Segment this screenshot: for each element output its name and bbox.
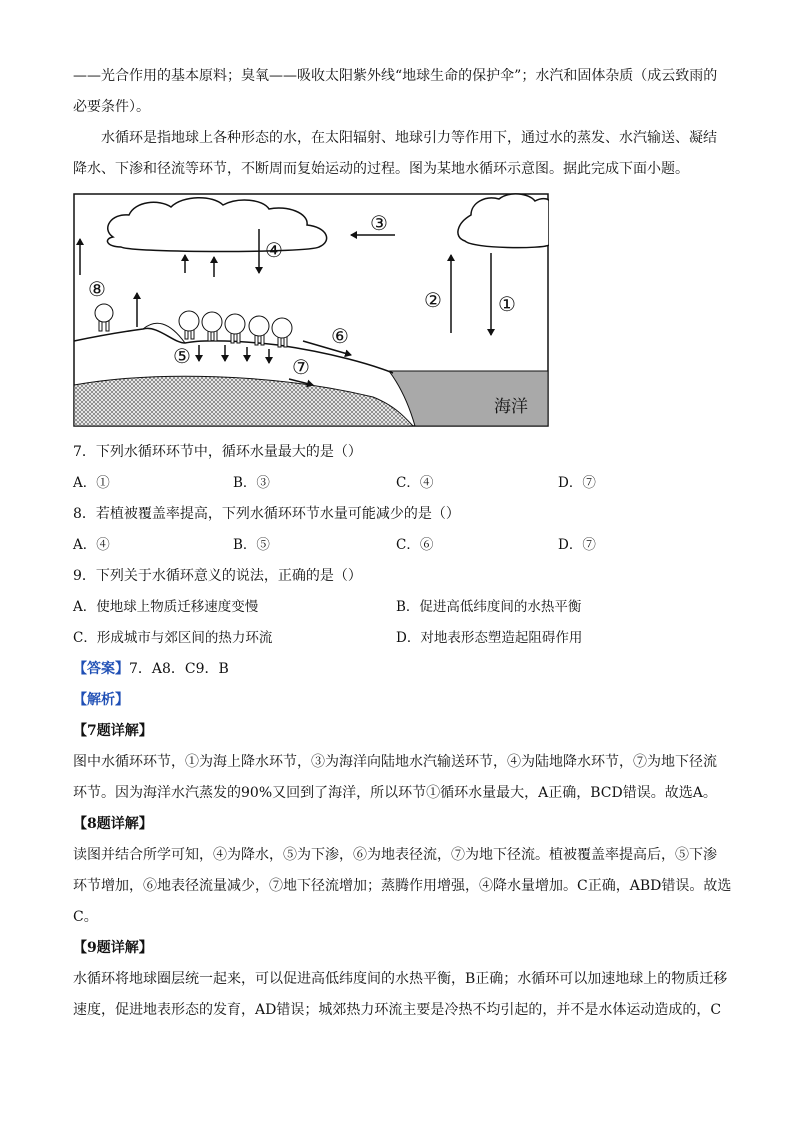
intro-line-1: ——光合作用的基本原料；臭氧——吸收太阳紫外线“地球生命的保护伞”；水汽和固体杂质（成云致雨的 [73,68,718,84]
question-8-option-c: C．⑥ [396,537,434,553]
question-9-stem: 9．下列关于水循环意义的说法，正确的是（） [73,568,362,584]
intro-line-2: 必要条件）。 [73,99,150,115]
answer-label: 【答案】 [73,661,129,677]
question-8-option-a: A．④ [73,537,110,553]
label-1: ① [498,292,516,316]
label-6: ⑥ [331,324,349,348]
question-7-option-c: C．④ [396,475,434,491]
passage-line-1: 水循环是指地球上各种形态的水，在太阳辐射、地球引力等作用下，通过水的蒸发、水汽输送、凝结 [101,130,717,146]
detail-9-line-2: 速度，促进地表形态的发育，AD错误；城郊热力环流主要是冷热不均引起的，并不是水体运动造成的，C [73,1002,722,1018]
detail-9-line-1: 水循环将地球圈层统一起来，可以促进高低纬度间的水热平衡，B正确；水循环可以加速地球上的物质迁移 [73,971,728,987]
question-9-option-c: C．形成城市与郊区间的热力环流 [73,630,273,646]
detail-9-label: 【9题详解】 [73,940,153,956]
detail-7-line-1: 图中水循环环节，①为海上降水环节，③为海洋向陆地水汽输送环节，④为陆地降水环节，⑦为地下径流 [73,754,717,770]
question-8-stem: 8．若植被覆盖率提高，下列水循环环节水量可能减少的是（） [73,506,460,522]
detail-7-label: 【7题详解】 [73,723,153,739]
question-8-option-b: B．⑤ [233,537,270,553]
ocean-label: 海洋 [494,397,528,417]
question-9-option-a: A．使地球上物质迁移速度变慢 [73,599,259,615]
question-9-option-d: D．对地表形态塑造起阻碍作用 [396,630,583,646]
detail-8-line-1: 读图并结合所学可知，④为降水，⑤为下渗，⑥为地表径流，⑦为地下径流。植被覆盖率提高后，⑤下渗 [73,847,717,863]
label-3: ③ [370,211,388,235]
question-7-option-d: D．⑦ [558,475,596,491]
water-cycle-figure [73,193,549,427]
question-9-option-b: B．促进高低纬度间的水热平衡 [396,599,582,615]
label-8: ⑧ [88,277,106,301]
label-5: ⑤ [173,344,191,368]
question-7-option-a: A．① [73,475,110,491]
label-4: ④ [265,238,283,262]
label-2: ② [424,288,442,312]
detail-8-line-2: 环节增加，⑥地表径流量减少，⑦地下径流增加；蒸腾作用增强，④降水量增加。C正确，ABD错误。故选 [73,878,732,894]
label-7: ⑦ [292,355,310,379]
answer-line [73,659,229,679]
question-7-stem: 7．下列水循环环节中，循环水量最大的是（） [73,444,362,460]
answer-value: 7．A8．C9．B [129,661,229,677]
passage-line-2: 降水、下渗和径流等环节，不断周而复始运动的过程。图为某地水循环示意图。据此完成下面小题。 [73,161,689,177]
analysis-label: 【解析】 [73,692,129,708]
question-7-option-b: B．③ [233,475,270,491]
detail-8-label: 【8题详解】 [73,816,153,832]
water-cycle-diagram [73,193,549,427]
detail-7-line-2: 环节。因为海洋水汽蒸发的90%又回到了海洋，所以环节①循环水量最大，A正确，BCD错误。故选A。 [73,785,717,801]
detail-8-line-3: C。 [73,909,98,925]
question-8-option-d: D．⑦ [558,537,596,553]
